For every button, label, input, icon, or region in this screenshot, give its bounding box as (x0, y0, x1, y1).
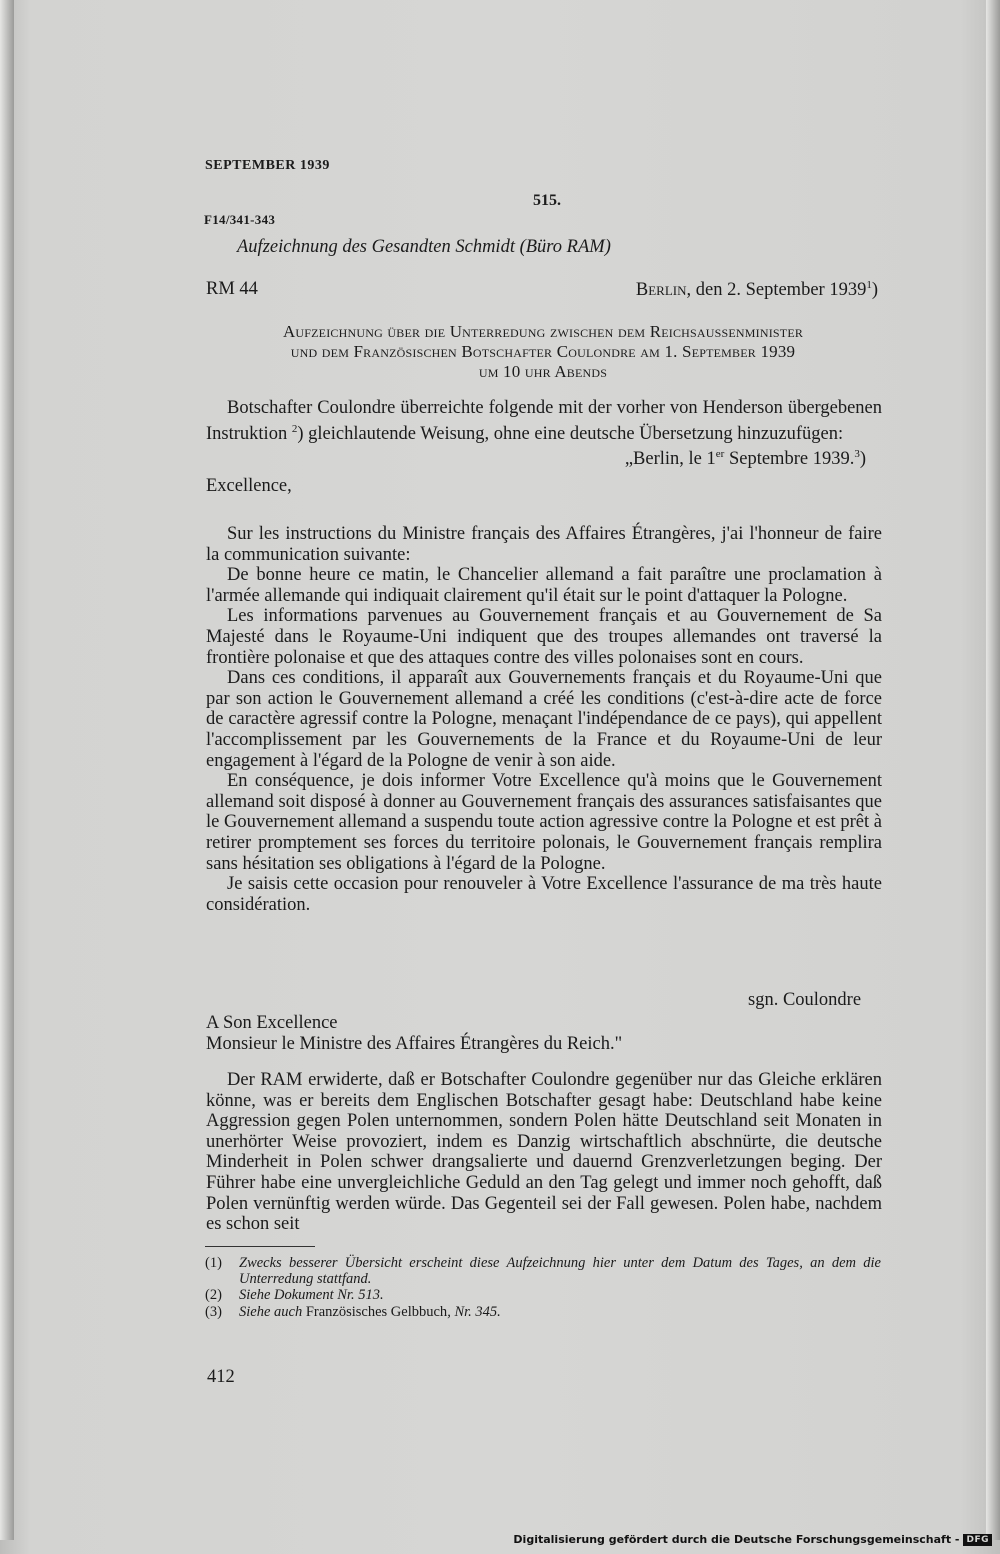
salutation: Excellence, (206, 476, 292, 497)
intro-text-b: ) gleichlautende Weisung, ohne eine deutsche Übersetzung hinzuzufügen: (297, 423, 844, 444)
page-left-edge (0, 0, 14, 1540)
footnote-ref-3: 3 (854, 448, 860, 461)
footnote-1: (1) Zwecks besserer Übersicht erscheint diese Aufzeichnung hier unter dem Datum des Tages, an dem die Unterredung stattfand. (205, 1255, 881, 1288)
rm-reference: RM 44 (206, 279, 258, 299)
running-head: SEPTEMBER 1939 (205, 158, 330, 173)
place-date: Berlin, den 2. September 1939$^1$) (635, 279, 878, 301)
footnote-ref-2: 2 (291, 422, 298, 435)
reply-paragraph: Der RAM erwiderte, daß er Botschafter Coulondre gegenüber nur das Gleiche erklären könne, was er bereits dem Englischen Botschafter gesagt habe: Deutschland habe keine Aggression gegen Polen unternommen, sondern Polen hätte Deutschland seit Monaten in unerhörter Weise provoziert, indem es Danzig wirtschaftlich abschnürte, die deutsche Minderheit in Polen schwer drangsalierte und dauernd Grenzverletzungen beging. Der Führer habe eine unvergleichliche Geduld an den Tag gelegt und immer noch gehofft, daß Polen vernünftig werden würde. Das Gegenteil sei der Fall gewesen. Polen habe, nachdem es schon seit (206, 1070, 882, 1235)
intro-paragraph (206, 398, 882, 444)
letter-paragraph: Je saisis cette occasion pour renouveler à Votre Excellence l'assurance de ma très haute considération. (206, 874, 882, 915)
subheading-line-1: Aufzeichnung über die Unterredung zwischen dem Reichsaussenminister (282, 322, 804, 341)
footnote-rule (205, 1246, 315, 1247)
footnote-3: (3) Siehe auch Französisches Gelbbuch, Nr. 345. (205, 1303, 501, 1320)
letter-paragraph: De bonne heure ce matin, le Chancelier allemand a fait paraître une proclamation à l'armée allemande qui indiquait clairement qu'il était sur le point d'attaquer la Pologne. (206, 565, 882, 606)
addressee-line-1: A Son Excellence (206, 1013, 338, 1033)
date: , den 2. September 1939 (686, 280, 867, 301)
subheading (205, 322, 881, 382)
letter-paragraph: En conséquence, je dois informer Votre Excellence qu'à moins que le Gouvernement allemand soit disposé à donner au Gouvernement français des assurances satisfaisantes que le Gouvernement allemand a suspendu toute action agressive contre la Pologne et est prêt à retirer promptement ses forces du territoire polonais, le Gouvernement français remplira sans hésitation ses obligations à l'égard de la Pologne. (206, 771, 882, 874)
signature: sgn. Coulondre (748, 990, 862, 1010)
document-title: Aufzeichnung des Gesandten Schmidt (Büro RAM) (237, 237, 611, 257)
document-number: 515. (533, 192, 561, 209)
letter-date: „Berlin, le 1er Septembre 1939.$^3$) (624, 448, 866, 470)
addressee-block (206, 1013, 882, 1054)
intro-block (206, 398, 882, 497)
footnote-ref-1: 1 (866, 279, 872, 291)
subheading-line-2: und dem Französischen Botschafter Coulondre am 1. September 1939 (290, 342, 796, 361)
subheading-line-3: um 10 uhr Abends (478, 362, 608, 381)
credit-text: Digitalisierung gefördert durch die Deutsche Forschungsgemeinschaft - (513, 1533, 960, 1546)
letter-paragraph: Sur les instructions du Ministre français des Affaires Étrangères, j'ai l'honneur de faire la communication suivante: (206, 524, 882, 565)
letter-body (206, 524, 882, 915)
footnote-2: (2) Siehe Dokument Nr. 513. (205, 1287, 384, 1304)
page-number: 412 (207, 1367, 235, 1387)
page-right-edge (986, 0, 1000, 1540)
reply-block (206, 1070, 882, 1235)
addressee-line-2: Monsieur le Ministre des Affaires Étrangères du Reich." (206, 1033, 623, 1054)
place: Berlin (635, 280, 687, 301)
letter-paragraph: Les informations parvenues au Gouvernement français et au Gouvernement de Sa Majesté dans le Royaume-Uni indiquent que des troupes allemandes ont traversé la frontière polonaise et que des attaques contre des villes polonaises sont en cours. (206, 606, 882, 668)
footnotes (205, 1255, 881, 1320)
digitization-credit (513, 1533, 992, 1546)
letter-paragraph: Dans ces conditions, il apparaît aux Gouvernements français et du Royaume-Uni que par son action le Gouvernement allemand a créé les conditions (c'est-à-dire acte de force de caractère agressif contre la Pologne, menaçant l'indépendance de ce pays), qui appellent l'accomplissement par les Gouvernements de la France et du Royaume-Uni de leur engagement à l'égard de la Pologne de venir à son aide. (206, 668, 882, 771)
dfg-logo: DFG (963, 1534, 992, 1546)
intro-text-a: Botschafter Coulondre überreichte folgende mit der vorher von Henderson übergebenen Instruktion (206, 398, 882, 444)
file-reference: F14/341-343 (204, 212, 276, 227)
